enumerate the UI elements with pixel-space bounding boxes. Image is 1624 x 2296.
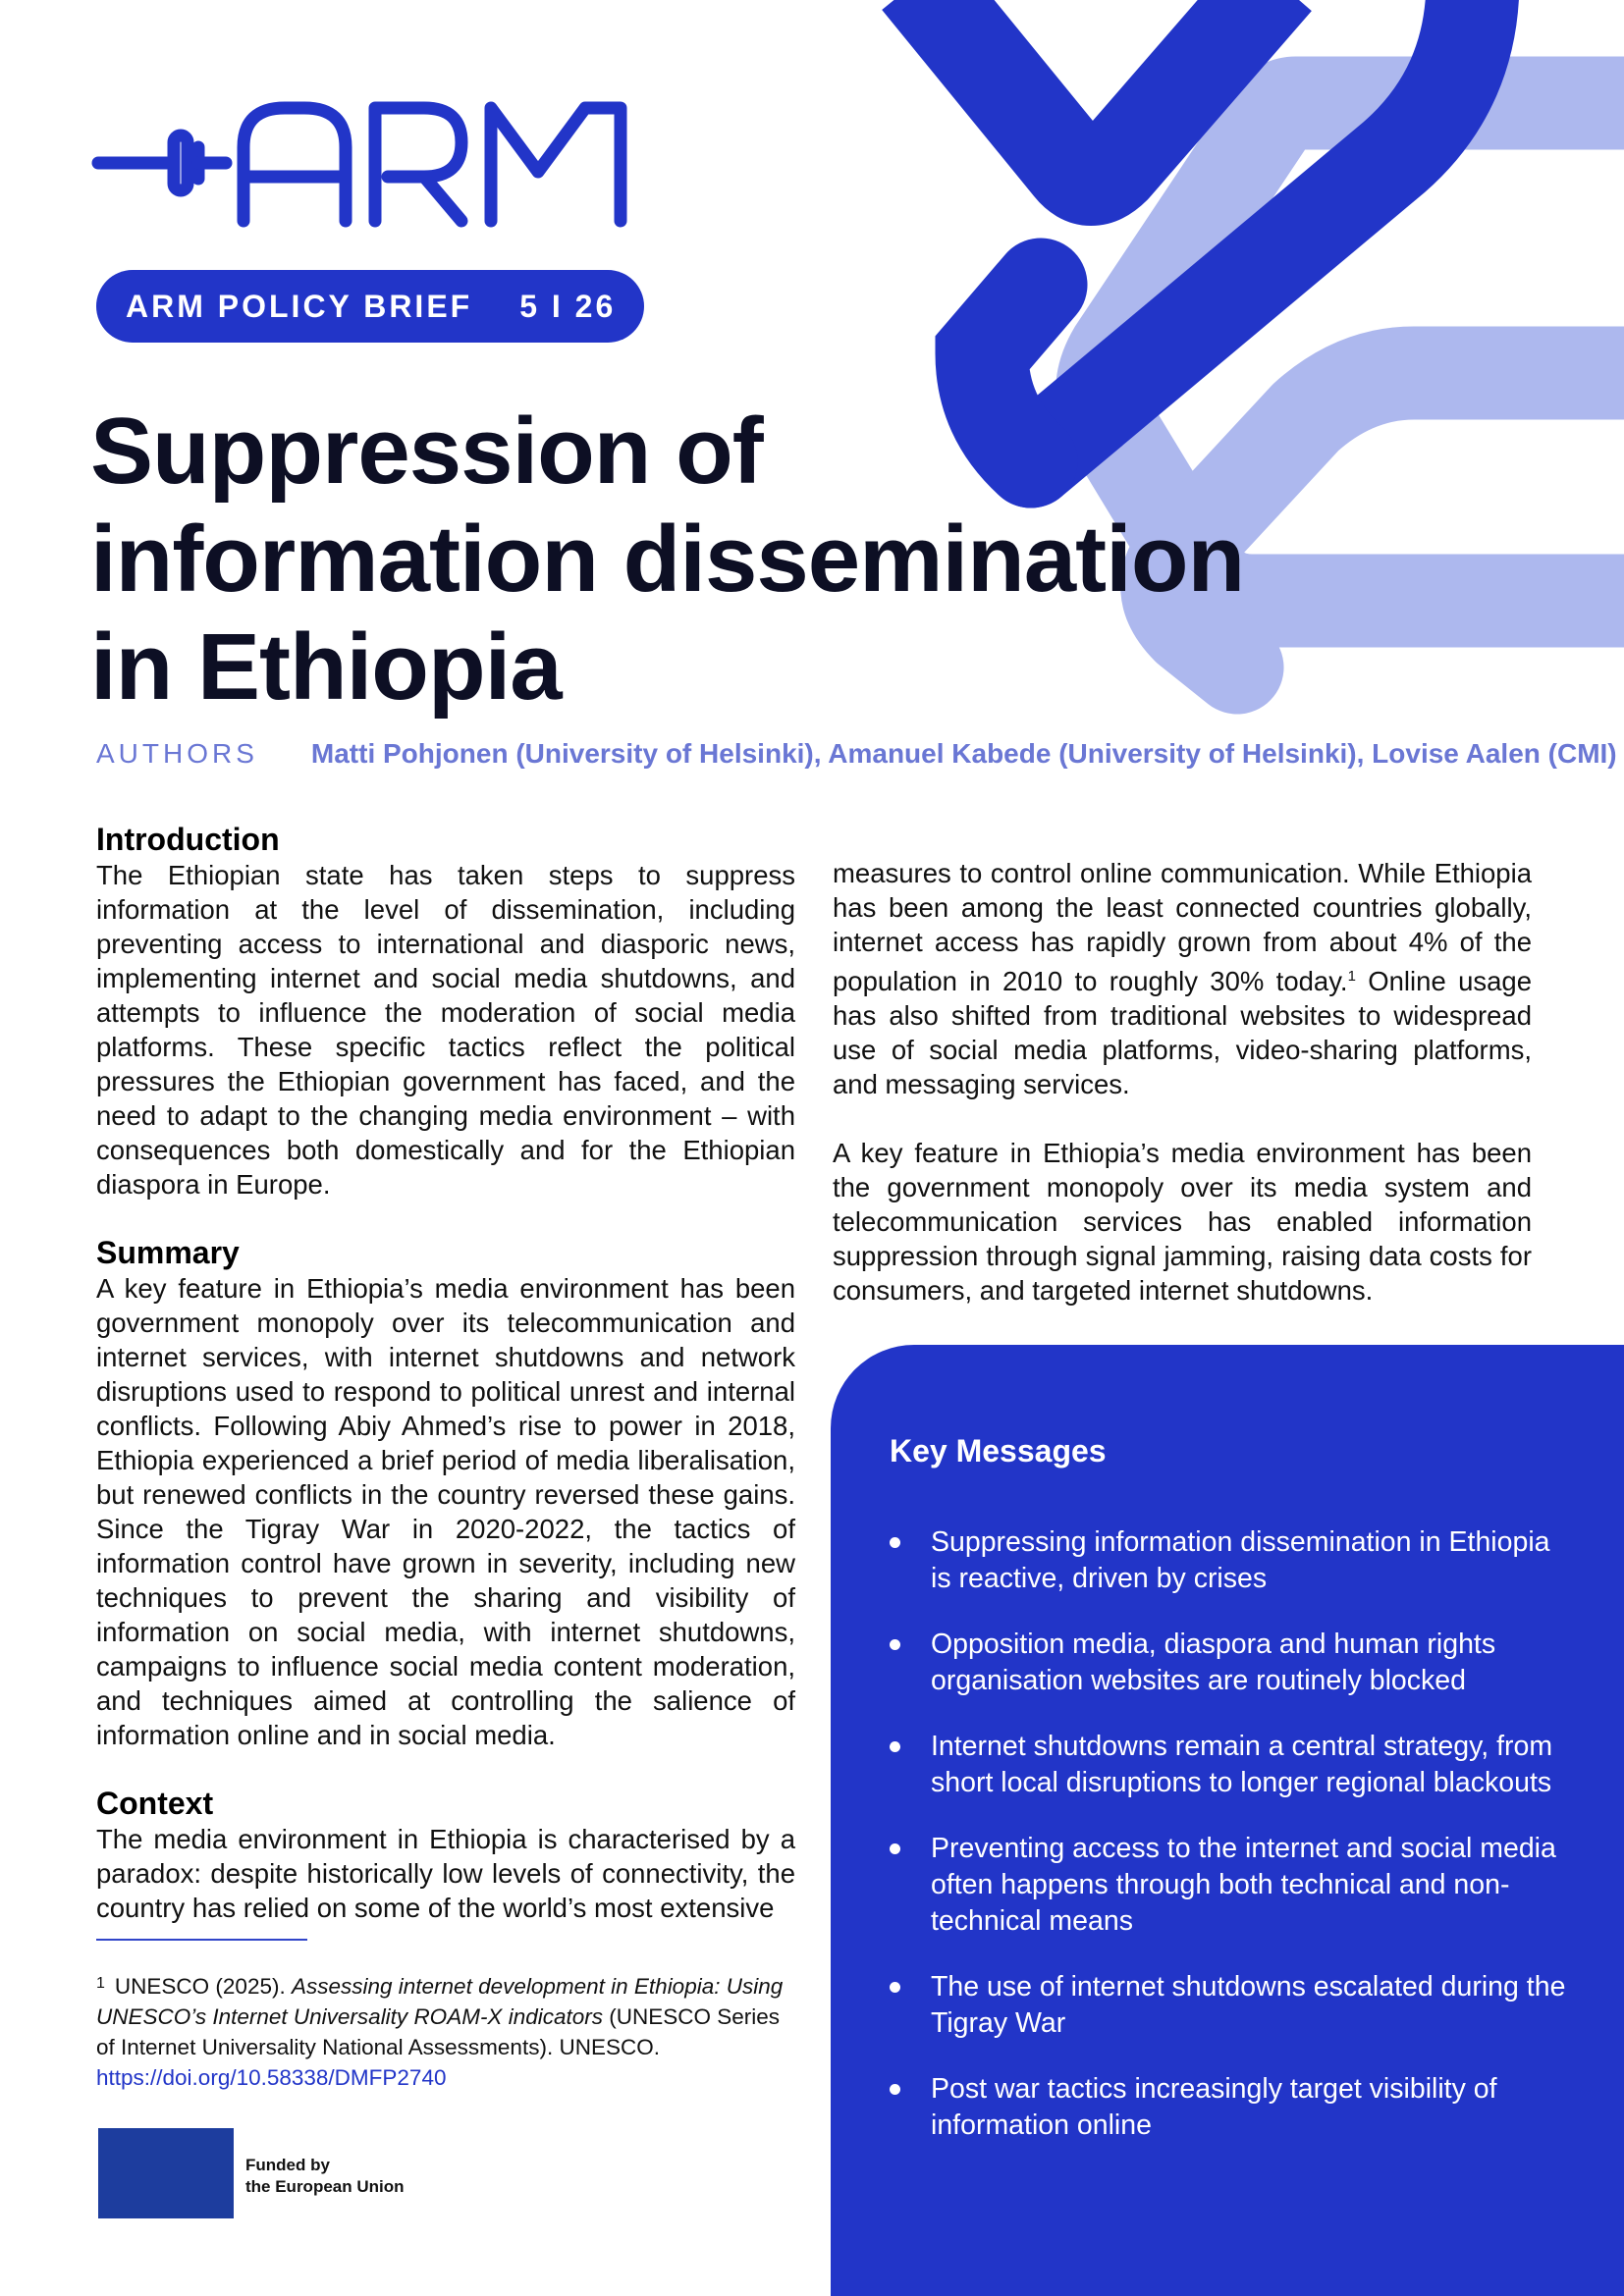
introduction-text: The Ethiopian state has taken steps to suppress information at the level of dissemination, including preventing access to international and diasporic news, implementing internet and social media shutdowns, and attempts to influence the moderation of social media platforms. These specific tactics reflect the political pressures the Ethiopian government has faced, and the need to adapt to the changing media environment – with consequences both domestically and for the Ethiopian diaspora in Europe. <box>96 860 795 1200</box>
bullet-icon <box>890 1639 900 1650</box>
footnote <box>96 1968 784 2093</box>
funding-line-1: Funded by <box>245 2156 330 2174</box>
authors-row <box>96 734 1617 774</box>
footnote-divider <box>96 1939 307 1941</box>
introduction-heading: Introduction <box>96 822 280 857</box>
eu-funding-text <box>245 2155 442 2198</box>
key-message-item <box>890 1831 1567 1940</box>
context-heading: Context <box>96 1786 214 1821</box>
context-text: The media environment in Ethiopia is characterised by a paradox: despite historically low levels of connectivity, the country has relied on some of the world’s most extensive <box>96 1824 795 1923</box>
summary-heading: Summary <box>96 1235 240 1270</box>
footnote-title: Assessing internet development in Ethiopia: Using UNESCO’s Internet Universality ROAM-X indicators <box>96 1974 784 2029</box>
key-message-text: The use of internet shutdowns escalated during the Tigray War <box>931 1971 1566 2039</box>
key-messages-box <box>831 1345 1624 2296</box>
summary-text: A key feature in Ethiopia’s media environment has been government monopoly over its telecommunication and internet services, with internet shutdowns and network disruptions used to respond to political unrest and internal conflicts. Following Abiy Ahmed’s rise to power in 2018, Ethiopia experienced a brief period of media liberalisation, but renewed conflicts in the country reversed these gains. Since the Tigray War in 2020-2022, the tactics of information control have grown in severity, including new techniques to prevent the sharing and visibility of information on social media, with internet shutdowns, campaigns to influence social media content moderation, and techniques aimed at controlling the salience of information online and in social media. <box>96 1273 795 1750</box>
arm-logo <box>98 108 621 221</box>
title-line-1: Suppression of <box>90 399 763 504</box>
footnote-number: 1 <box>96 1975 105 1992</box>
footnote-ref[interactable]: 1 <box>1347 968 1356 985</box>
right-paragraph-1 <box>833 856 1532 1101</box>
authors-label: AUTHORS <box>96 738 258 769</box>
left-column <box>96 821 795 1925</box>
policy-brief-badge <box>96 270 644 343</box>
footnote-rest: (UNESCO Series of Internet Universality National Assessments). UNESCO. <box>96 2004 781 2059</box>
page-title <box>90 398 1367 721</box>
title-line-2: information dissemination <box>90 507 1245 612</box>
bullet-icon <box>890 1537 900 1548</box>
right-paragraph-1-text: measures to control online communication. While Ethiopia has been among the least connected countries globally, internet access has rapidly grown from about 4% of the population in 2010 to roughly 30% today. <box>833 858 1532 997</box>
eu-flag <box>98 2128 234 2218</box>
badge-label: ARM POLICY BRIEF <box>126 288 473 324</box>
key-message-text: Internet shutdowns remain a central strategy, from short local disruptions to longer regional blackouts <box>931 1731 1553 1798</box>
key-message-item <box>890 1627 1567 1699</box>
footnote-link[interactable]: https://doi.org/10.58338/DMFP2740 <box>96 2065 447 2090</box>
key-messages-list <box>890 1524 1567 2173</box>
key-message-item <box>890 2071 1567 2144</box>
bullet-icon <box>890 2084 900 2095</box>
key-message-text: Post war tactics increasingly target visibility of information online <box>931 2073 1497 2141</box>
key-message-text: Opposition media, diaspora and human rights organisation websites are routinely blocked <box>931 1629 1496 1696</box>
right-paragraph-2: A key feature in Ethiopia’s media environment has been the government monopoly over its media system and telecommunication services has enabled information suppression through signal jamming, raising data costs for consumers, and targeted internet shutdowns. <box>833 1138 1532 1307</box>
key-message-item <box>890 1729 1567 1801</box>
right-column <box>833 856 1532 1308</box>
right-paragraph-1-text-cont: Online usage has also shifted from traditional websites to widespread use of social media platforms, video-sharing platforms, and messaging services. <box>833 966 1532 1100</box>
key-message-item <box>890 1969 1567 2042</box>
bullet-icon <box>890 1843 900 1854</box>
footnote-author: UNESCO (2025). <box>114 1974 292 1999</box>
key-message-text: Preventing access to the internet and social media often happens through both technical and non-technical means <box>931 1833 1556 1937</box>
bullet-icon <box>890 1982 900 1993</box>
bullet-icon <box>890 1741 900 1752</box>
title-line-3: in Ethiopia <box>90 614 562 720</box>
badge-number: 5 I 26 <box>519 288 617 324</box>
funding-line-2: the European Union <box>245 2177 405 2196</box>
authors-names: Matti Pohjonen (University of Helsinki), Amanuel Kabede (University of Helsinki), Lovise Aalen (CMI) <box>310 738 1617 769</box>
key-messages-heading: Key Messages <box>890 1433 1107 1468</box>
key-message-item <box>890 1524 1567 1597</box>
key-message-text: Suppressing information dissemination in Ethiopia is reactive, driven by crises <box>931 1526 1550 1594</box>
